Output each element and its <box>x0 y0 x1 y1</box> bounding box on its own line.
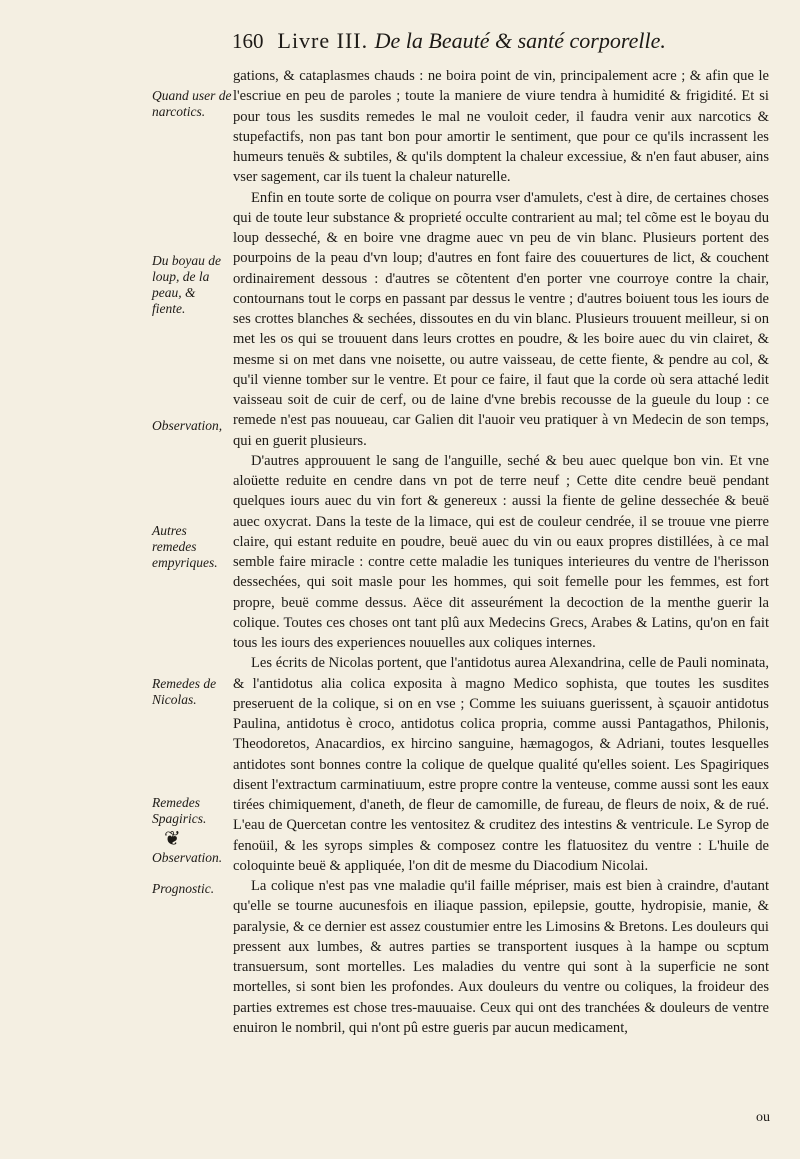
catchword: ou <box>756 1110 770 1125</box>
main-text <box>233 66 769 1038</box>
margin-note-remedes-nicolas: Remedes de Nicolas. <box>152 676 217 707</box>
page-number: 160 <box>232 29 264 53</box>
margin-note-narcotics: Quand user de narcotics. <box>152 88 232 119</box>
fleuron-ornament: ❦ <box>164 826 181 850</box>
margin-note-prognostic: Prognostic. <box>152 881 215 896</box>
paragraph: La colique n'est pas vne maladie qu'il faille mépriser, mais est bien à craindre, d'autant qu'elle se tourne aucunesfois en iliaque passion, epilepsie, goutte, hydropisie, manie, & paralysie, & ce dernier est assez coustumier entre les Limosins & Bretons. Les douleurs qui pressent aux lumbes, & autres parties se transportent iusques à la hampe ou scptum transuersum, sont mortelles. Les maladies du ventre qui sont à la superficie ne sont mortelles, si sont bien les profondes. Aux douleurs du ventre ou coliques, la froideur des parties extremes est chose tres-mauuaise. Ceux qui ont des tranchées & douleurs de ventre enuiron le nombril, qui n'ont pû estre gueris par aucun medicament, <box>233 878 769 1036</box>
paragraph: gations, & cataplasmes chauds : ne boira point de vin, principalement acre ; & afin que le l'escriue en peu de paroles ; toute la maniere de viure tendra à humidité & frigidité. Et si pour tous les susdits remedes le mal ne vouloit ceder, il faudra venir aux narcotics & stupefactifs, non pas tant bon pour amortir le sentiment, que pour ce qu'ils incrassent les humeurs tenuës & subtiles, & qu'ils domptent la chaleur excessiue, & n'en faut abuser, ains vser sagement, car ils tuent la chaleur naturelle. <box>233 68 769 186</box>
margin-note-remedes-empyriques: Autres remedes empyriques. <box>152 523 218 570</box>
running-head <box>278 28 666 54</box>
margin-note-remedes-spagirics: Remedes Spagirics. <box>152 795 207 826</box>
paragraph: D'autres approuuent le sang de l'anguille, seché & beu auec quelque bon vin. Et vne aloüette reduite en cendre dans vn pot de terre neuf ; Cette dite cendre beuë pendant quelques iours auec du vin fort & genereux : aussi la fiente de geline dessechée & beuë auec oxycrat. Dans la teste de la limace, qui est de couleur cendrée, il se trouue vne pierre claire, qui estant reduite en poudre, beuë auec du vin ou eaux propres distillées, à ce mal semble faire miracle : contre cette maladie les tuniques interieures du ventre de l'herisson dessechées, qui soit masle pour les hommes, qui soit femelle pour les femmes, est fort propre, beuë comme dessus. Aëce dit asseurément la decoction de la menthe guerir la colique. Toutes ces choses ont tant plû aux Medecins Grecs, Arabes & Latins, qu'on en fait tous les iours des experiences nouuelles aux coliques internes. <box>233 452 769 651</box>
page-header <box>232 28 752 64</box>
running-head-title: De la Beauté & santé corporelle. <box>374 28 666 53</box>
paragraph: Les écrits de Nicolas portent, que l'antidotus aurea Alexandrina, celle de Pauli nominata, & l'antidotus alia colica exposita à magno Medico sophista, que toutes les susdites preseruent de la colique, si on en vse ; Comme les suiuans guerissent, à sçauoir antidotus Paulina, antidotus è croco, antidotus colica propria, comme aussi Pantagathos, Philonis, Theodoretos, Anacardios, ex hircino sanguine, hæmagogos, & Adriani, toutes lesquelles antidotes sont bonnes contre la colique de quelque qualité qu'elles soient. Les Spagiriques disent l'extractum carminatiuum, estre propre contre la venteuse, comme aussi sont les eaux tirées chimiquement, d'aneth, de fleur de camomille, de fureau, de fleurs de noix, & de rué. L'eau de Quercetan contre les ventositez & cruditez des intestins & ventricule. Le Syrop de fenoüil, & les syrops simples & composez contre les flatuositez du ventre : L'huile de coloquinte beuë & appliquée, l'on dit de mesme du Diacodium Nicolai. <box>233 655 769 874</box>
paragraph: Enfin en toute sorte de colique on pourra vser d'amulets, c'est à dire, de certaines choses qui de toute leur substance & proprieté occulte contrarient au mal; tel cõme est le boyau du loup desseché, & en boire vne dragme auec vn peu de vin blanc. Plusieurs portent des pourpoins de la peau d'vn loup; d'autres en font faire des couuertures de lict, & couchent ordinairement dessous : d'autres se cõtentent d'en porter vne courroye contre la chair, contournans tout le corps en passant par dessus le ventre ; d'autres boiuent tous les iours de ses crottes blanches & sechées, dissoutes en du vin blanc. Plusieurs trouuent meilleur, si on met les os qui se trouuent dans leurs crottes en poudre, & les boire auec du vin clairet, & mesme si on met dans vne noisette, ou autre vaisseau, de cette fiente, & pendre au col, & qu'il vienne tomber sur le ventre. Et pour ce faire, il faut que la corde où sera attaché ledit vaisseau soit de cuir de cerf, ou de laine d'vne brebis recousse de la gueule du loup : ce remede n'est pas nouueau, car Galien dit l'auoir veu pratiquer à vn Medecin de son temps, qui en guerit plusieurs. <box>233 189 769 449</box>
margin-note-observation-2: Observation. <box>152 850 223 865</box>
margin-note-observation: Observation, <box>152 418 223 433</box>
running-head-book: Livre III. <box>277 28 369 53</box>
margin-note-boyau-de-loup: Du boyau de loup, de la peau, & fiente. <box>152 253 221 316</box>
